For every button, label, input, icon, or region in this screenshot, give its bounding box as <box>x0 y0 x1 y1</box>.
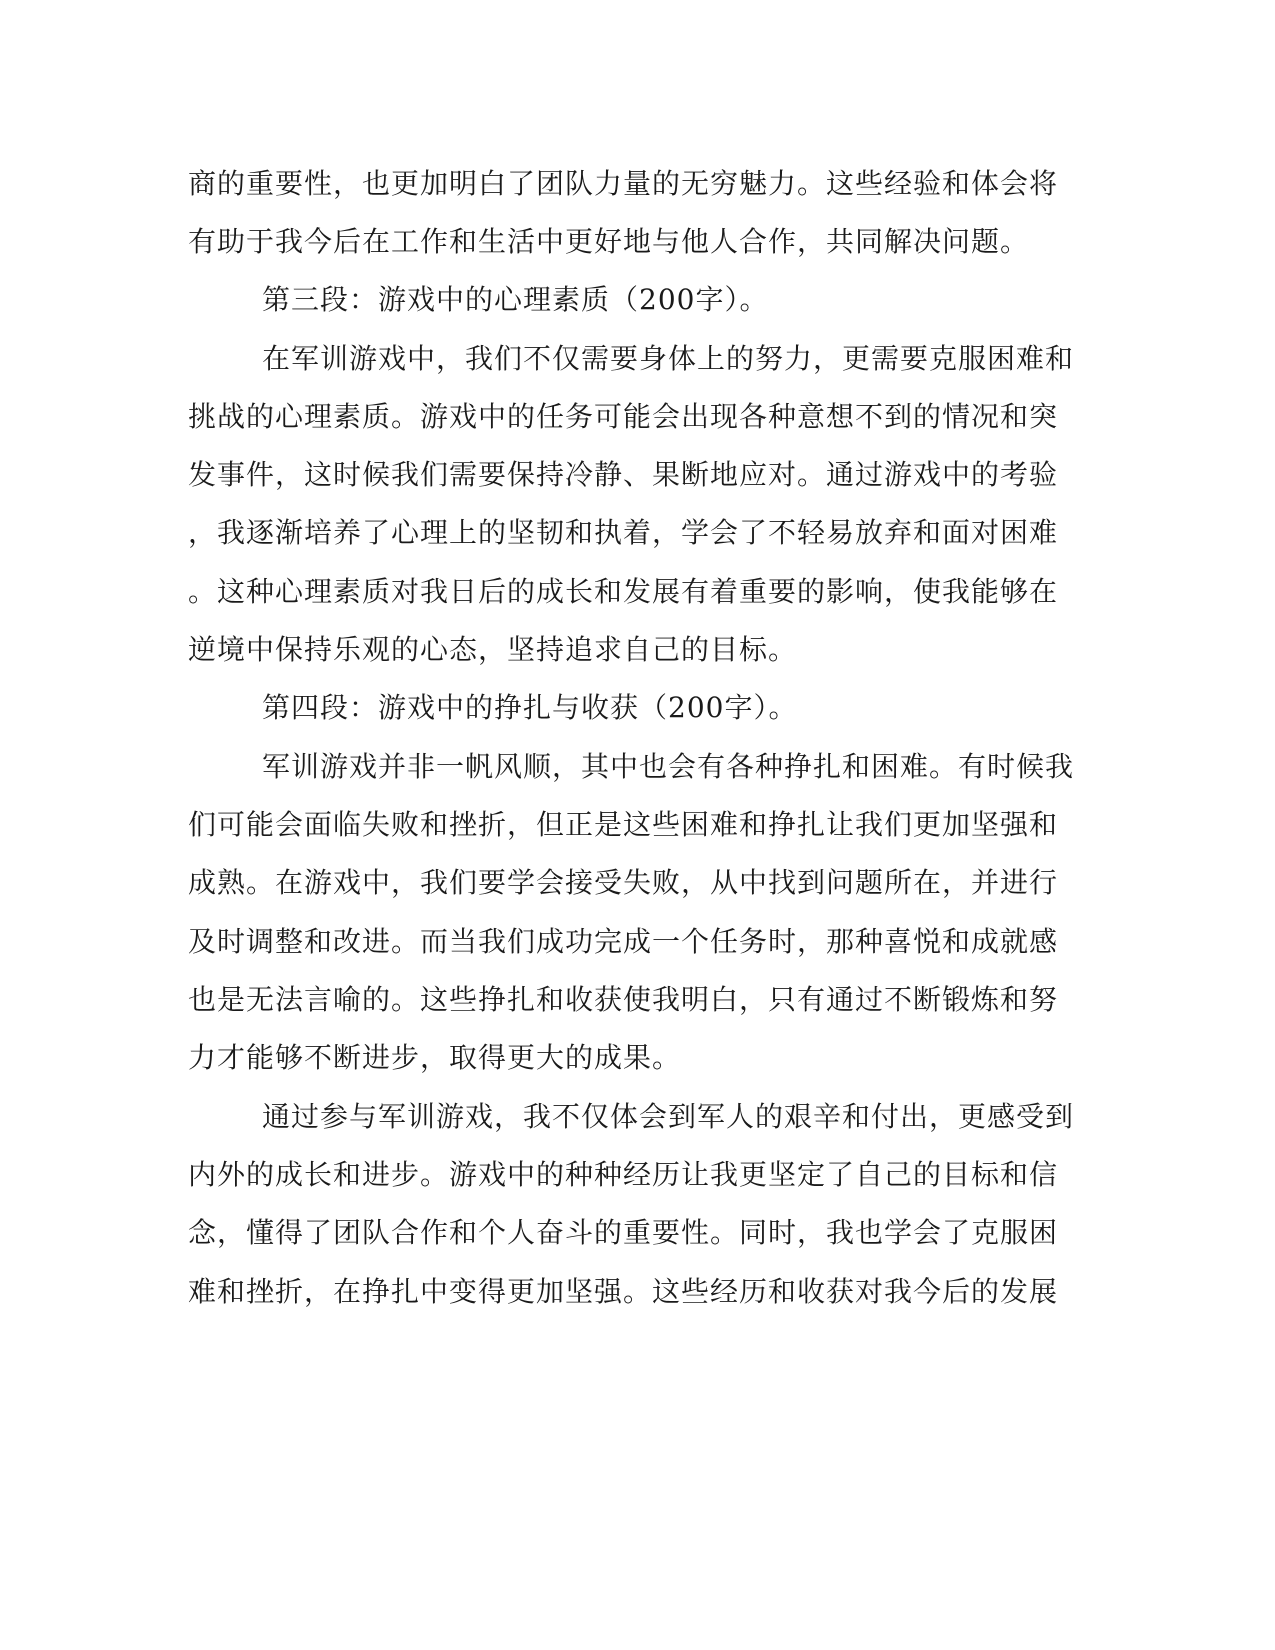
text-line: 有助于我今后在工作和生活中更好地与他人合作，共同解决问题。 <box>188 225 1030 258</box>
section-heading-3: 第三段：游戏中的心理素质（200字）。 <box>262 283 769 316</box>
text-line: 逆境中保持乐观的心态，坚持追求自己的目标。 <box>188 633 798 666</box>
text-line: 军训游戏并非一帆风顺，其中也会有各种挣扎和困难。有时候我 <box>262 750 1075 783</box>
text-line: 成熟。在游戏中，我们要学会接受失败，从中找到问题所在，并进行 <box>188 866 1059 899</box>
text-line: 也是无法言喻的。这些挣扎和收获使我明白，只有通过不断锻炼和努 <box>188 983 1059 1016</box>
text-line: 内外的成长和进步。游戏中的种种经历让我更坚定了自己的目标和信 <box>188 1158 1059 1191</box>
text-line: 在军训游戏中，我们不仅需要身体上的努力，更需要克服困难和 <box>262 342 1075 375</box>
text-line: 通过参与军训游戏，我不仅体会到军人的艰辛和付出，更感受到 <box>262 1100 1075 1133</box>
text-line: 难和挫折，在挣扎中变得更加坚强。这些经历和收获对我今后的发展 <box>188 1275 1059 1308</box>
text-line: 们可能会面临失败和挫折，但正是这些困难和挣扎让我们更加坚强和 <box>188 808 1059 841</box>
text-line: 发事件，这时候我们需要保持冷静、果断地应对。通过游戏中的考验 <box>188 458 1059 491</box>
text-line: 力才能够不断进步，取得更大的成果。 <box>188 1041 682 1074</box>
text-line: 及时调整和改进。而当我们成功完成一个任务时，那种喜悦和成就感 <box>188 925 1059 958</box>
text-line: ，我逐渐培养了心理上的坚韧和执着，学会了不轻易放弃和面对困难 <box>188 516 1059 549</box>
text-line: 商的重要性，也更加明白了团队力量的无穷魅力。这些经验和体会将 <box>188 167 1059 200</box>
text-line: 。这种心理素质对我日后的成长和发展有着重要的影响，使我能够在 <box>188 575 1059 608</box>
text-line: 挑战的心理素质。游戏中的任务可能会出现各种意想不到的情况和突 <box>188 400 1059 433</box>
text-line: 念，懂得了团队合作和个人奋斗的重要性。同时，我也学会了克服困 <box>188 1216 1059 1249</box>
section-heading-4: 第四段：游戏中的挣扎与收获（200字）。 <box>262 691 798 724</box>
